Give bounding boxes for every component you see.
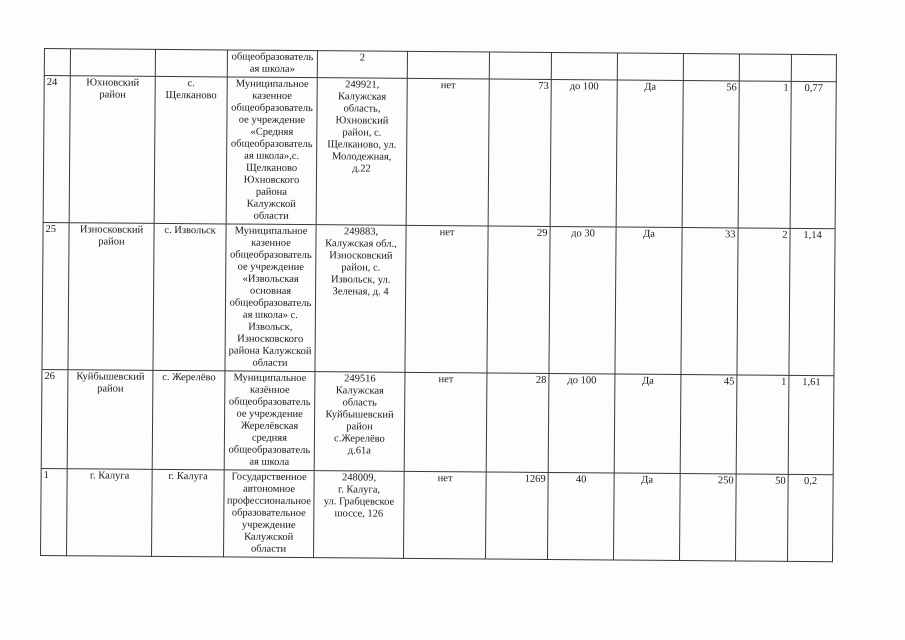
cell-yes: Да [615, 227, 682, 375]
cell-count [683, 54, 739, 81]
cell-locality: с. Извольск [153, 223, 226, 371]
cell-name: Муниципальное казённое общеобразователь ое учреждение Жерелёвская средняя общеобразователь ая школа [224, 371, 315, 471]
cell-address: 249921, Калужская область, Юхновский район, с. Щелканово, ул. Молодежная, д.22 [316, 78, 407, 226]
cell-num: 24 [43, 76, 70, 223]
cell-district: г. Калуга [67, 469, 153, 557]
cell-district: Юхновский район [69, 76, 155, 224]
cell-range: до 100 [550, 79, 617, 227]
cell-num: 26 [41, 369, 68, 468]
cell-total: 73 [488, 79, 551, 226]
table-row [43, 76, 836, 229]
cell-address: 248009, г. Калуга, ул. Грабцевское шоссе, 126 [314, 471, 405, 559]
cell-ratio: 0,77 [790, 81, 836, 228]
cell-address: 2 [317, 51, 407, 79]
cell-name: Муниципальное казенное общеобразователь ое учреждение «Извольская основная общеобразователь ая школа» с. Извольск, Износковского района Калужской области [225, 224, 316, 372]
cell-locality: с. Щелканово [154, 76, 227, 224]
cell-district [70, 49, 155, 77]
cell-address: 249516 Калужская область Куйбышевский район с.Жерелёво д.61а [314, 372, 405, 472]
cell-count: 56 [682, 81, 739, 228]
cell-ratio: 1,14 [789, 228, 835, 375]
cell-yes: Да [616, 80, 683, 228]
cell-count: 250 [679, 474, 736, 561]
cell-flag [407, 51, 489, 79]
cell-locality: г. Калуга [152, 469, 225, 557]
cell-name: Государственное автономное профессиональное образовательное учреждение Калужской области [224, 470, 315, 558]
table-row [41, 369, 834, 474]
cell-locality: с. Жерелёво [152, 370, 225, 470]
cell-flag: нет [406, 78, 489, 226]
cell-total: 1269 [486, 472, 549, 559]
cell-district: Износковский район [68, 223, 154, 371]
cell-flag: нет [405, 225, 488, 373]
cell-units: 2 [737, 228, 790, 375]
cell-num: 25 [42, 222, 69, 369]
cell-yes [617, 53, 683, 81]
cell-units: 1 [736, 375, 789, 474]
cell-flag: нет [404, 372, 487, 472]
cell-count: 45 [680, 375, 737, 474]
cell-range: до 100 [548, 373, 615, 473]
cell-range: до 30 [549, 226, 616, 374]
cell-total: 29 [487, 226, 550, 373]
table-row [41, 468, 834, 561]
cell-units [739, 54, 791, 81]
cell-district: Куйбышевский район [67, 370, 153, 470]
table-row [42, 222, 835, 375]
cell-range [551, 52, 617, 80]
cell-yes: Да [614, 374, 681, 474]
cell-name: Муниципальное казенное общеобразователь ое учреждение «Средняя общеобразователь ая школа»,с. Щелканово Юхновского района Калужской области [226, 77, 317, 225]
cell-total: 28 [486, 373, 549, 472]
cell-ratio: 1,61 [788, 375, 834, 474]
cell-address: 249883, Калужская обл., Износковский район, с. Извольск, ул. Зеленая, д. 4 [315, 225, 406, 373]
cell-num [44, 49, 70, 76]
cell-total [489, 52, 551, 79]
cell-locality [155, 49, 227, 77]
cell-name: общеобразователь ая школа» [227, 50, 317, 78]
cell-num: 1 [41, 468, 68, 555]
cell-yes: Да [613, 473, 680, 561]
cell-units: 50 [735, 474, 788, 561]
cell-units: 1 [738, 81, 791, 228]
cell-count: 33 [681, 228, 738, 375]
cell-ratio [791, 54, 836, 81]
cell-flag: нет [404, 471, 487, 559]
cell-ratio: 0,2 [787, 474, 833, 561]
registry-table [40, 48, 837, 562]
cell-range: 40 [547, 472, 614, 560]
